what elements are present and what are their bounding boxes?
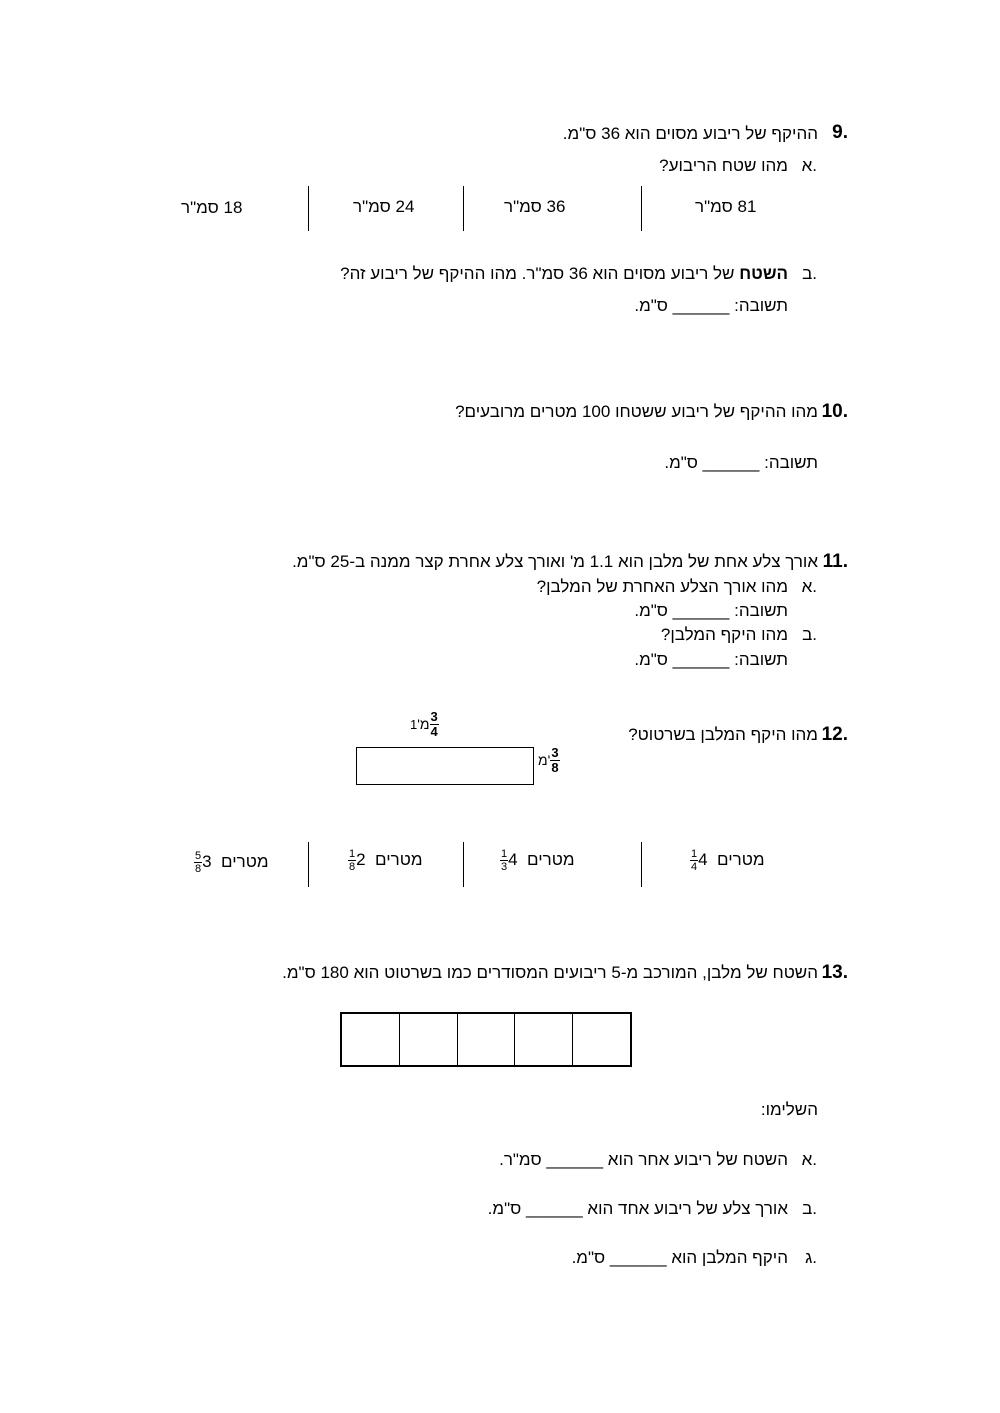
q13-number: 13. xyxy=(821,962,848,983)
square xyxy=(399,1014,457,1065)
divider xyxy=(641,842,642,887)
q9b-label: ב. xyxy=(802,264,817,283)
q10-answer[interactable]: תשובה: ______ ס"מ. xyxy=(664,453,818,472)
square xyxy=(342,1014,399,1065)
q11a-text: מהו אורך הצלע האחרת של המלבן? xyxy=(536,577,788,596)
divider xyxy=(308,186,309,231)
side-label-unit: מ' xyxy=(538,751,551,768)
five-squares-drawing xyxy=(340,1012,632,1067)
q11b-label: ב. xyxy=(802,625,817,644)
q13-text: השטח של מלבן, המורכב מ-5 ריבועים המסודרים כמו בשרטוט הוא 180 ס"מ. xyxy=(282,963,818,982)
q11-number: 11. xyxy=(822,551,848,572)
q13c-text[interactable]: היקף המלבן הוא ______ ס"מ. xyxy=(571,1248,788,1267)
q9b-answer[interactable]: תשובה: ______ ס"מ. xyxy=(634,296,788,315)
q13a-label: א. xyxy=(801,1150,817,1169)
q10-text: מהו ההיקף של ריבוע ששטחו 100 מטרים מרובעים? xyxy=(455,402,818,421)
q9b-text xyxy=(340,264,788,284)
q12-text: מהו היקף המלבן בשרטוט? xyxy=(628,725,818,744)
q9-text: ההיקף של ריבוע מסוים הוא 36 ס"מ. xyxy=(562,124,818,143)
q12-choice-3[interactable]: מטרים 2 $\frac{1}{8}$ xyxy=(349,848,423,873)
q10-number: 10. xyxy=(821,401,848,422)
divider xyxy=(463,842,464,887)
q11b-answer[interactable]: תשובה: ______ ס"מ. xyxy=(634,650,788,669)
top-label-fraction: $\frac{3}{4}$ xyxy=(430,709,438,739)
rectangle-side-label xyxy=(538,746,560,775)
q13-complete-label: השלימו: xyxy=(760,1100,818,1119)
q13a-text[interactable]: השטח של ריבוע אחר הוא ______ סמ"ר. xyxy=(499,1150,788,1169)
square xyxy=(457,1014,515,1065)
q9b-rest: של ריבוע מסוים הוא 36 סמ"ר. מהו ההיקף של ריבוע זה? xyxy=(340,264,735,283)
divider xyxy=(463,186,464,231)
top-label-whole: 1 xyxy=(410,716,418,732)
q13c-label: ג. xyxy=(805,1248,817,1267)
q12-choice-4[interactable]: מטרים 3 $\frac{5}{8}$ xyxy=(195,850,269,875)
q12-choice-2[interactable]: מטרים 4 $\frac{1}{3}$ xyxy=(501,848,575,873)
q11b-text: מהו היקף המלבן? xyxy=(660,625,788,644)
side-label-fraction: $\frac{3}{8}$ xyxy=(551,745,559,775)
q9a-text: מהו שטח הריבוע? xyxy=(659,156,788,175)
q13b-label: ב. xyxy=(802,1199,817,1218)
square xyxy=(572,1014,630,1065)
q12-number: 12. xyxy=(821,724,848,745)
rectangle-top-label xyxy=(410,710,439,739)
square xyxy=(514,1014,572,1065)
q9-choice-1[interactable]: 81 סמ"ר xyxy=(695,197,757,216)
q9-choice-4[interactable]: 18 סמ"ר xyxy=(181,198,243,217)
q9a-label: א. xyxy=(801,156,817,175)
q9-choice-2[interactable]: 36 סמ"ר xyxy=(504,197,566,216)
divider xyxy=(641,186,642,231)
divider xyxy=(308,842,309,887)
q9-choice-3[interactable]: 24 סמ"ר xyxy=(353,197,415,216)
q11a-answer[interactable]: תשובה: ______ ס"מ. xyxy=(634,601,788,620)
top-label-unit: מ' xyxy=(417,715,430,732)
q13b-text[interactable]: אורך צלע של ריבוע אחד הוא ______ ס"מ. xyxy=(487,1199,788,1218)
q12-choice-1[interactable]: מטרים 4 $\frac{1}{4}$ xyxy=(691,848,765,873)
q11-text: אורך צלע אחת של מלבן הוא 1.1 מ' ואורך צלע אחרת קצר ממנה ב-25 ס"מ. xyxy=(292,552,818,571)
q9b-bold-word: השטח xyxy=(739,264,788,283)
rectangle-drawing xyxy=(356,747,534,785)
q11a-label: א. xyxy=(801,577,817,596)
q9-number: 9. xyxy=(832,122,848,143)
